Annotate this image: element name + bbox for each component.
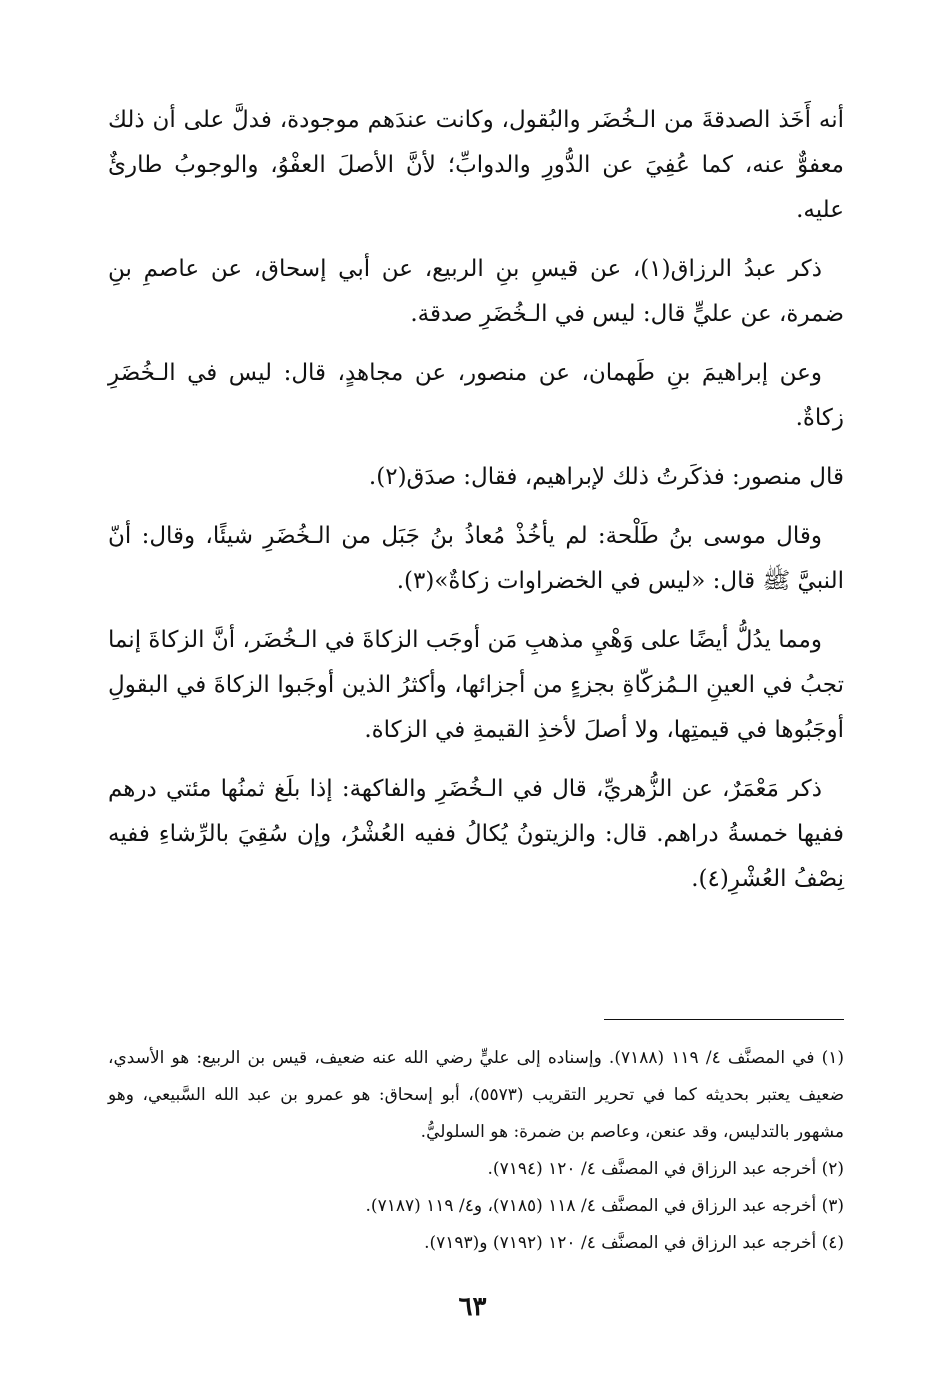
paragraph: وقال موسى بنُ طَلْحة: لم يأخُذْ مُعاذُ بنُ جَبَل من الـخُضَرِ شيئًا، وقال: أنّ النبيَّ ﷺ قال: «ليس في الخضراوات زكاةٌ»(٣). <box>108 523 844 594</box>
footnote-divider <box>604 1019 844 1020</box>
paragraph: أنه أَخَذ الصدقةَ من الـخُضَر والبُقول، وكانت عندَهم موجودة، فدلَّ على أن ذلك معفوٌّ عنه، كما عُفِيَ عن الدُّورِ والدوابِّ؛ لأنَّ الأصلَ العفْوُ، والوجوبُ طارئٌ عليه. <box>108 107 844 223</box>
page-number: ٦٣ <box>458 1292 487 1322</box>
footnote: (٤) أخرجه عبد الرزاق في المصنَّف ٤/ ١٢٠ (٧١٩٢) و(٧١٩٣). <box>424 1233 844 1253</box>
paragraph: ومما يدُلُّ أيضًا على وَهْيِ مذهبِ مَن أوجَب الزكاةَ في الـخُضَر، أنَّ الزكاةَ إنما تجبُ في العينِ الـمُزكّاةِ بجزءٍ من أجزائها، وأكثرُ الذين أوجَبوا الزكاةَ في البقولِ أوجَبُوها في قيمتِها، ولا أصلَ لأخذِ القيمةِ في الزكاة. <box>108 627 844 743</box>
paragraph: وعن إبراهيمَ بنِ طَهمان، عن منصور، عن مجاهدٍ، قال: ليس في الـخُضَرِ زكاةٌ. <box>108 360 844 431</box>
paragraph: ذكر عبدُ الرزاق(١)، عن قيسِ بنِ الربيع، عن أبي إسحاق، عن عاصمِ بنِ ضمرة، عن عليٍّ قال: ليس في الـخُضَرِ صدقة. <box>108 256 844 327</box>
footnote: (٢) أخرجه عبد الرزاق في المصنَّف ٤/ ١٢٠ (٧١٩٤). <box>487 1159 844 1179</box>
main-text <box>108 98 844 916</box>
footnotes <box>108 1040 844 1262</box>
paragraph: قال منصور: فذكَرتُ ذلك لإبراهيم، فقال: صدَق(٢). <box>368 464 844 490</box>
footnote: (١) في المصنَّف ٤/ ١١٩ (٧١٨٨). وإسناده إلى عليٍّ رضي الله عنه ضعيف، قيس بن الربيع: هو الأسدي، ضعيف يعتبر بحديثه كما في تحرير التقريب (٥٥٧٣)، أبو إسحاق: هو عمرو بن عبد الله السَّبيعي، وهو مشهور بالتدليس، وقد عنعن، وعاصم بن ضمرة: هو السلوليُّ. <box>108 1048 845 1142</box>
paragraph: ذكر مَعْمَرٌ، عن الزُّهريِّ، قال في الـخُضَرِ والفاكهة: إذا بلَغ ثمنُها مئتي درهم ففيها خمسةُ دراهم. قال: والزيتونُ يُكالُ ففيه العُشْرُ، وإن سُقِيَ بالرِّشاءِ ففيه نِصْفُ العُشْرِ(٤). <box>108 776 844 892</box>
footnote: (٣) أخرجه عبد الرزاق في المصنَّف ٤/ ١١٨ (٧١٨٥)، و٤/ ١١٩ (٧١٨٧). <box>365 1196 844 1216</box>
